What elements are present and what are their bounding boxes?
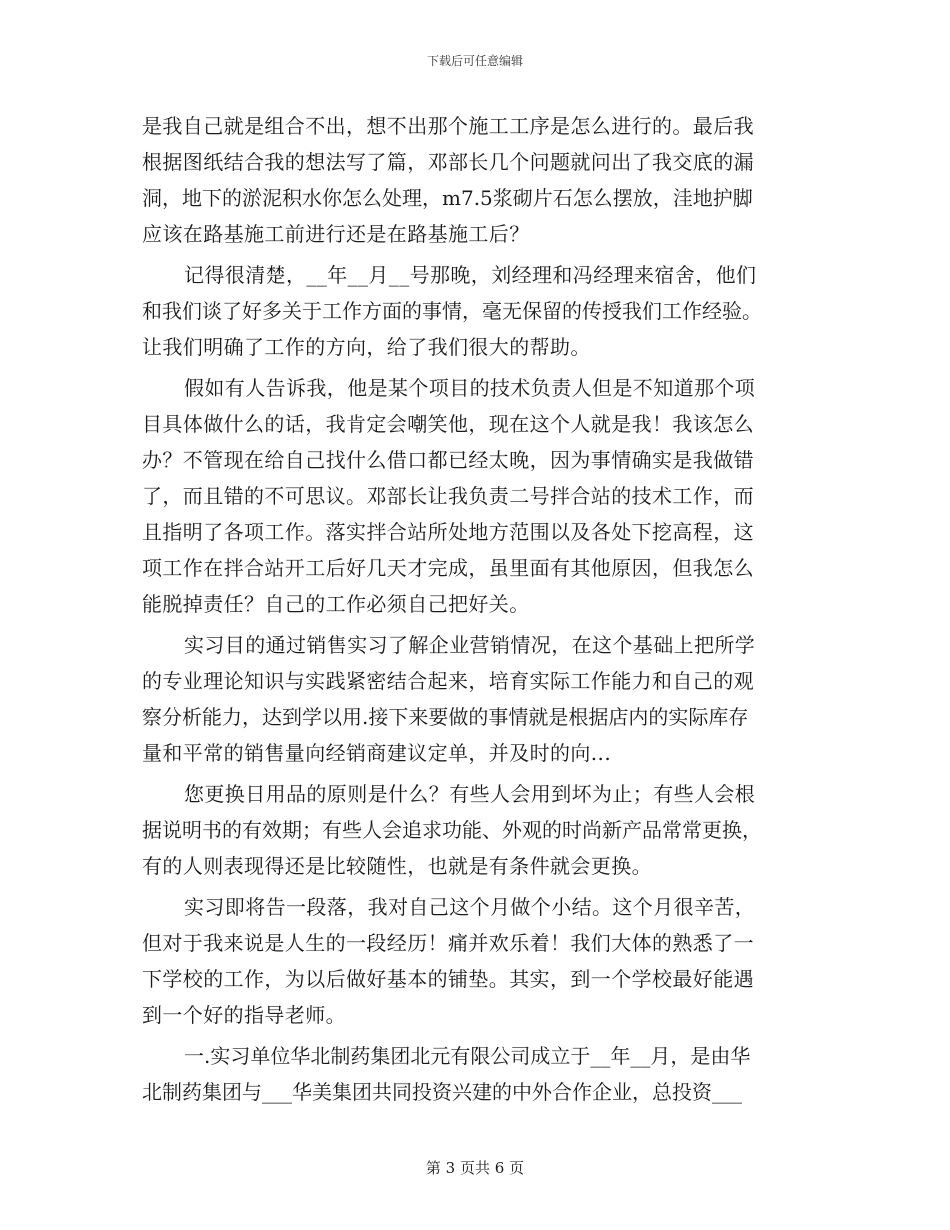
text-line: 了，而且错的不可思议。邓部长让我负责二号拌合站的技术工作，而	[142, 484, 754, 508]
text-line: 让我们明确了工作的方向，给了我们很大的帮助。	[142, 335, 591, 359]
text-line: 假如有人告诉我，他是某个项目的技术负责人但是不知道那个项	[184, 376, 756, 400]
text-line: 是我自己就是组合不出，想不出那个施工工序是怎么进行的。最后我	[142, 114, 754, 138]
paragraph	[142, 776, 810, 884]
paragraph	[142, 370, 810, 622]
text-line: 记得很清楚，__年__月__号那晚，刘经理和冯经理来宿舍，他们	[184, 263, 757, 287]
text-line: 的专业理论知识与实践紧密结合起来，培育实际工作能力和自己的观	[142, 669, 754, 693]
text-line: 据说明书的有效期；有些人会追求功能、外观的时尚新产品常常更换，	[142, 818, 762, 842]
document-body	[142, 108, 810, 1110]
paragraph	[142, 889, 810, 1033]
page-header: 下载后可任意编辑	[426, 54, 523, 68]
text-line: 但对于我来说是人生的一段经历！痛并欢乐着！我们大体的熟悉了一	[142, 931, 754, 955]
text-line: 办？不管现在给自己找什么借口都已经太晚，因为事情确实是我做错	[142, 448, 754, 472]
paragraph	[142, 108, 810, 252]
text-line: 根据图纸结合我的想法写了篇，邓部长几个问题就问出了我交底的漏	[142, 150, 754, 174]
paragraph	[142, 257, 810, 365]
text-line: 察分析能力，达到学以用.接下来要做的事情就是根据店内的实际库存	[142, 705, 749, 729]
paragraph	[142, 1038, 810, 1110]
text-line: 且指明了各项工作。落实拌合站所处地方范围以及各处下挖高程，这	[142, 520, 754, 544]
text-line: 量和平常的销售量向经销商建议定单，并及时的向...	[142, 741, 612, 765]
text-line: 和我们谈了好多关于工作方面的事情，毫无保留的传授我们工作经验。	[142, 299, 762, 323]
text-line: 有的人则表现得还是比较随性，也就是有条件就会更换。	[142, 854, 652, 878]
text-line: 目具体做什么的话，我肯定会嘲笑他，现在这个人就是我！我该怎么	[142, 412, 754, 436]
paragraph	[142, 627, 810, 771]
text-line: 下学校的工作，为以后做好基本的铺垫。其实，到一个学校最好能遇	[142, 967, 754, 991]
text-line: 项工作在拌合站开工后好几天才完成，虽里面有其他原因，但我怎么	[142, 556, 754, 580]
text-line: 一.实习单位华北制药集团北元有限公司成立于__年__月，是由华	[184, 1044, 751, 1068]
text-line: 北制药集团与___华美集团共同投资兴建的中外合作企业，总投资___	[142, 1080, 742, 1104]
text-line: 实习目的通过销售实习了解企业营销情况，在这个基础上把所学	[184, 633, 756, 657]
text-line: 您更换日用品的原则是什么？有些人会用到坏为止；有些人会根	[184, 782, 756, 806]
text-line: 到一个好的指导老师。	[142, 1003, 346, 1027]
text-line: 实习即将告一段落，我对自己这个月做个小结。这个月很辛苦，	[184, 895, 756, 919]
text-line: 应该在路基施工前进行还是在路基施工后？	[142, 222, 530, 246]
text-line: 能脱掉责任？自己的工作必须自己把好关。	[142, 592, 530, 616]
page-number: 第 3 页共 6 页	[425, 1159, 525, 1177]
text-line: 洞，地下的淤泥积水你怎么处理，m7.5浆砌片石怎么摆放，洼地护脚	[142, 186, 753, 210]
